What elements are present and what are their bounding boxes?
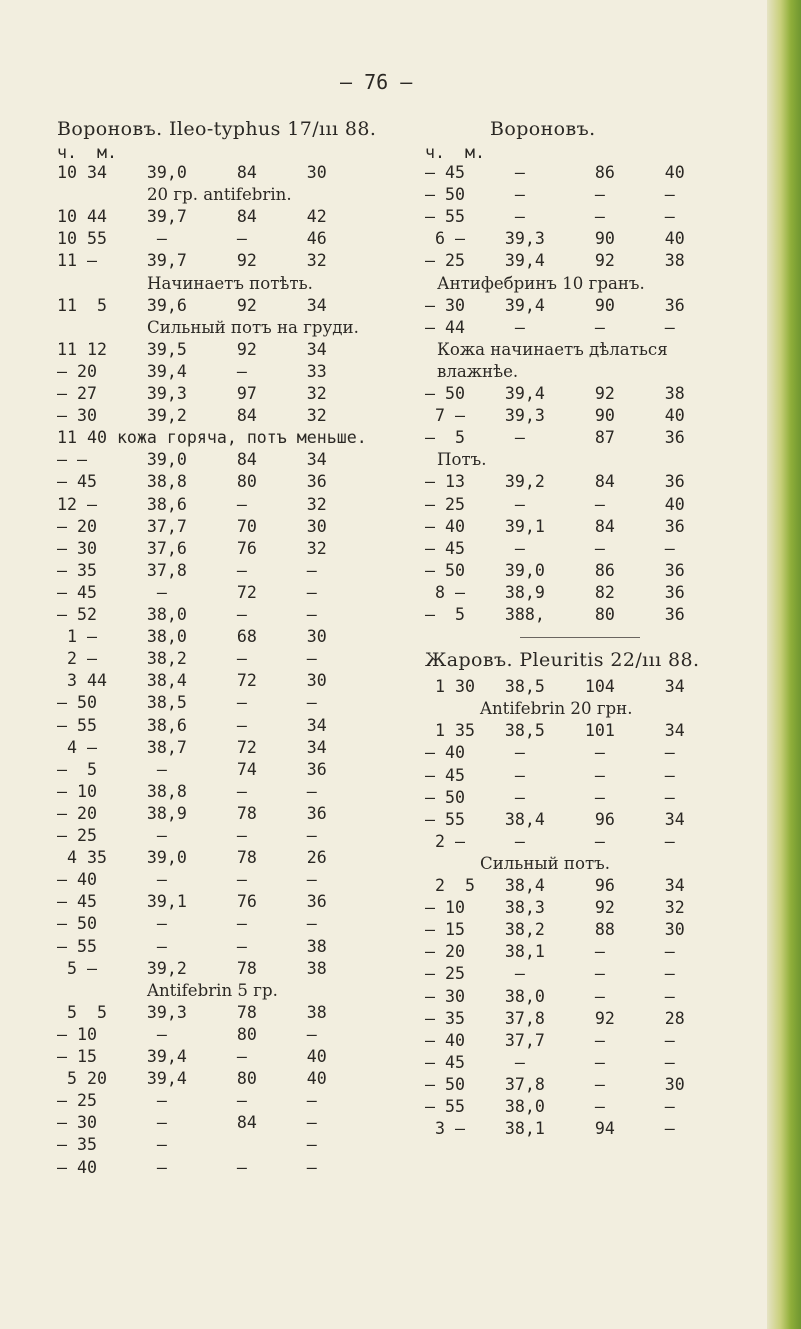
data-row: — 5 — 87 36	[425, 428, 685, 448]
data-row: — 35 37,8 92 28	[425, 1008, 685, 1028]
data-row: — 25 — — —	[57, 1091, 317, 1111]
data-row: — 25 — — —	[57, 826, 317, 845]
data-row: 6 — 39,3 90 40	[425, 229, 685, 249]
data-row: — 45 — — —	[425, 765, 675, 785]
data-row: 10 55 — — 46	[57, 229, 327, 249]
data-row: 1 35 38,5 101 34	[425, 721, 685, 741]
data-row: — 35 37,8 — —	[57, 560, 317, 580]
annotation-line: 20 гр. antifebrin.	[147, 185, 292, 205]
units-header: ч. м.	[425, 143, 485, 162]
units-header: ч. м.	[57, 143, 117, 162]
data-row: — 45 38,8 80 36	[57, 472, 327, 492]
annotation-line: Потъ.	[437, 450, 487, 470]
data-row: — 20 38,1 — —	[425, 942, 675, 962]
data-row: 5 — 39,2 78 38	[57, 958, 327, 978]
data-row: 11 40 кожа горяча, потъ меньше.	[57, 428, 367, 448]
page-edge	[767, 0, 801, 1329]
data-row: — 30 — 84 —	[57, 1113, 317, 1133]
data-row: 1 30 38,5 104 34	[425, 677, 685, 697]
annotation-line: Антифебринъ 10 гранъ.	[437, 273, 645, 293]
second-record-title: Жаровъ. Pleuritis 22/ııı 88.	[425, 649, 700, 672]
data-row: — 20 37,7 70 30	[57, 516, 327, 536]
data-row: 11 5 39,6 92 34	[57, 295, 327, 315]
annotation-line: Antifebrin 5 гр.	[147, 980, 278, 1000]
data-row: — 55 38,0 — —	[425, 1097, 675, 1116]
data-row: — 5 — 74 36	[57, 759, 327, 779]
data-row: — 40 — — —	[425, 743, 675, 763]
data-row: — 15 39,4 — 40	[57, 1047, 327, 1066]
data-row: — 30 38,0 — —	[425, 986, 675, 1006]
data-row: — 40 37,7 — —	[425, 1030, 675, 1050]
right-title: Вороновъ.	[490, 118, 596, 140]
data-row: — 55 — — —	[425, 207, 675, 227]
annotation-line: Сильный потъ на груди.	[147, 317, 359, 337]
data-row: — 45 — 72 —	[57, 582, 317, 602]
data-row: — 45 — — —	[425, 538, 675, 558]
data-row: — 55 — — 38	[57, 936, 327, 956]
annotation-line: Antifebrin 20 грн.	[480, 699, 633, 719]
data-row: 11 12 39,5 92 34	[57, 339, 327, 359]
data-row: 4 35 39,0 78 26	[57, 848, 327, 868]
data-row: — 45 — 86 40	[425, 163, 685, 182]
data-row: — 50 39,4 92 38	[425, 384, 685, 403]
data-row: — 55 38,4 96 34	[425, 809, 685, 829]
data-row: 5 20 39,4 80 40	[57, 1069, 327, 1089]
data-row: — 10 — 80 —	[57, 1024, 317, 1044]
data-row: — 35 — —	[57, 1135, 317, 1155]
data-row: — 20 39,4 — 33	[57, 361, 327, 381]
data-row: 10 44 39,7 84 42	[57, 207, 327, 227]
data-row: — 50 — — —	[425, 185, 675, 205]
data-row: — 10 38,8 — —	[57, 781, 317, 801]
data-row: — 20 38,9 78 36	[57, 803, 327, 823]
data-row: 2 5 38,4 96 34	[425, 876, 685, 895]
annotation-line: Начинаетъ потѣть.	[147, 273, 313, 293]
data-row: — 50 38,5 — —	[57, 693, 317, 713]
annotation-line: Кожа начинаетъ дѣлаться	[437, 339, 668, 359]
data-row: 1 — 38,0 68 30	[57, 627, 327, 647]
data-row: 5 5 39,3 78 38	[57, 1002, 327, 1022]
data-row: — 40 — — —	[57, 870, 317, 890]
data-row: — 50 39,0 86 36	[425, 560, 685, 580]
data-row: — 45 39,1 76 36	[57, 892, 327, 912]
data-row: — 40 39,1 84 36	[425, 516, 685, 536]
data-row: — 50 37,8 — 30	[425, 1074, 685, 1094]
data-row: 2 — — — —	[425, 831, 675, 851]
data-row: — 52 38,0 — —	[57, 605, 317, 624]
annotation-line: влажнѣе.	[437, 361, 519, 381]
data-row: — 5 388, 80 36	[425, 605, 685, 624]
data-row: — 45 — — —	[425, 1052, 675, 1072]
data-row: 12 — 38,6 — 32	[57, 494, 327, 514]
data-row: — 50 — — —	[57, 914, 317, 934]
data-row: — — 39,0 84 34	[57, 450, 327, 470]
data-row: — 55 38,6 — 34	[57, 715, 327, 735]
data-row: — 30 37,6 76 32	[57, 538, 327, 558]
data-row: 2 — 38,2 — —	[57, 649, 317, 669]
page-number: — 76 —	[340, 70, 413, 94]
annotation-line: Сильный потъ.	[480, 853, 610, 873]
data-row: 7 — 39,3 90 40	[425, 406, 685, 426]
data-row: — 13 39,2 84 36	[425, 472, 685, 492]
data-row: — 15 38,2 88 30	[425, 920, 685, 940]
data-row: — 44 — — —	[425, 317, 675, 337]
data-row: — 50 — — —	[425, 787, 675, 807]
data-row: 3 — 38,1 94 —	[425, 1119, 675, 1139]
data-row: 11 — 39,7 92 32	[57, 251, 327, 271]
data-row: 4 — 38,7 72 34	[57, 737, 327, 757]
data-row: — 30 39,2 84 32	[57, 406, 327, 426]
data-row: — 25 — — 40	[425, 494, 685, 514]
section-divider	[520, 637, 640, 638]
data-row: — 27 39,3 97 32	[57, 384, 327, 403]
data-row: — 25 — — —	[425, 964, 675, 984]
data-row: — 25 39,4 92 38	[425, 251, 685, 271]
data-row: — 40 — — —	[57, 1157, 317, 1177]
left-title: Вороновъ. Ileo-typhus 17/ııı 88.	[57, 118, 377, 140]
data-row: 8 — 38,9 82 36	[425, 582, 685, 602]
data-row: 3 44 38,4 72 30	[57, 671, 327, 691]
data-row: — 10 38,3 92 32	[425, 898, 685, 918]
data-row: 10 34 39,0 84 30	[57, 163, 327, 182]
data-row: — 30 39,4 90 36	[425, 295, 685, 315]
